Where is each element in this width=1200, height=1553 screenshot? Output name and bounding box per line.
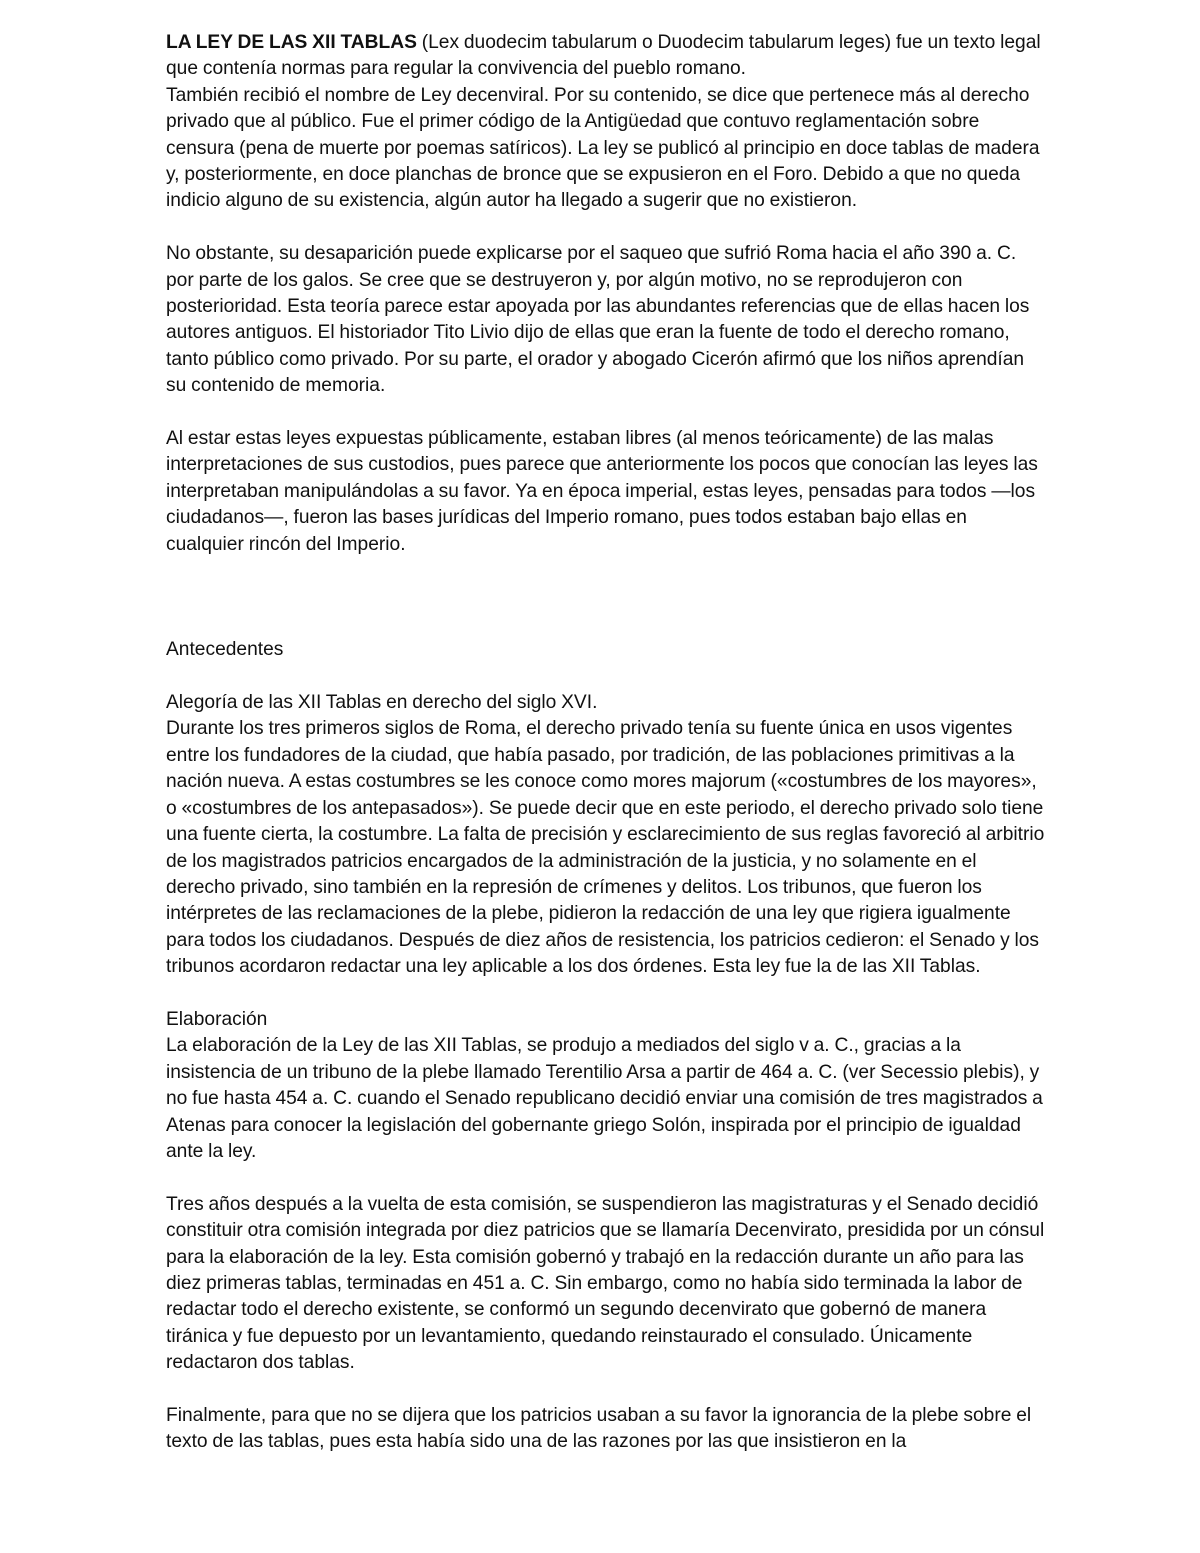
paragraph-spacer xyxy=(166,215,1046,241)
antecedentes-body: Durante los tres primeros siglos de Roma, el derecho privado tenía su fuente única en usos vigentes entre los fundadores de la ciudad, que había pasado, por tradición, de las poblaciones primitivas a la nación nueva. A estas costumbres se les conoce como mores majorum («costumbres de los mayores», o «costumbres de los antepasados»). Se puede decir que en este periodo, el derecho privado solo tiene una fuente cierta, la costumbre. La falta de precisión y esclarecimiento de sus reglas favoreció al arbitrio de los magistrados patricios encargados de la administración de la justicia, y no solamente en el derecho privado, sino también en la represión de crímenes y delitos. Los tribunos, que fueron los intérpretes de las reclamaciones de la plebe, pidieron la redacción de una ley que rigiera igualmente para todos los ciudadanos. Después de diez años de resistencia, los patricios cedieron: el Senado y los tribunos acordaron redactar una ley aplicable a los dos órdenes. Esta ley fue la de las XII Tablas. xyxy=(166,718,1045,978)
intro-lead-text: (Lex duodecim tabularum o Duodecim tabularum leges) fue un texto legal que contenía normas para regular la convivencia del pueblo romano. xyxy=(166,32,1041,80)
section-heading-elaboracion: Elaboración xyxy=(166,1008,268,1030)
section-heading-antecedentes: Antecedentes xyxy=(166,639,284,661)
intro-paragraph-1: También recibió el nombre de Ley decenviral. Por su contenido, se dice que pertenece más al derecho privado que al público. Fue el primer código de la Antigüedad que contuvo reglamentación sobre censura (pena de muerte por poemas satíricos). La ley se publicó al principio en doce tablas de madera y, posteriormente, en doce planchas de bronce que se expusieron en el Foro. Debido a que no queda indicio alguno de su existencia, algún autor ha llegado a sugerir que no existieron. xyxy=(166,84,1040,212)
paragraph-spacer xyxy=(166,664,1046,690)
intro-paragraph xyxy=(166,30,1046,83)
intro-paragraph-3: Al estar estas leyes expuestas públicamente, estaban libres (al menos teóricamente) de las malas interpretaciones de sus custodios, pues parece que anteriormente los pocos que conocían las leyes las interpretaban manipulándolas a su favor. Ya en época imperial, estas leyes, pensadas para todos —los ciudadanos—, fueron las bases jurídicas del Imperio romano, pues todos estaban bajo ellas en cualquier rincón del Imperio. xyxy=(166,428,1038,555)
paragraph-spacer xyxy=(166,400,1046,426)
intro-paragraph-2: No obstante, su desaparición puede explicarse por el saqueo que sufrió Roma hacia el año 390 a. C. por parte de los galos. Se cree que se destruyeron y, por algún motivo, no se reprodujeron con posterioridad. Esta teoría parece estar apoyada por las abundantes referencias que de ellas hacen los autores antiguos. El historiador Tito Livio dijo de ellas que eran la fuente de todo el derecho romano, tanto público como privado. Por su parte, el orador y abogado Cicerón afirmó que los niños aprendían su contenido de memoria. xyxy=(166,243,1030,397)
paragraph-spacer xyxy=(166,981,1046,1007)
paragraph-spacer xyxy=(166,1165,1046,1191)
elaboracion-paragraph-3: Finalmente, para que no se dijera que los patricios usaban a su favor la ignorancia de la plebe sobre el texto de las tablas, pues esta había sido una de las razones por las que insistieron en la xyxy=(166,1405,1032,1453)
document-title: LA LEY DE LAS XII TABLAS xyxy=(166,32,417,53)
document-page xyxy=(166,30,1046,1456)
section-spacer xyxy=(166,558,1046,637)
paragraph-spacer xyxy=(166,1377,1046,1403)
elaboracion-paragraph-1: La elaboración de la Ley de las XII Tablas, se produjo a mediados del siglo v a. C., gracias a la insistencia de un tribuno de la plebe llamado Terentilio Arsa a partir de 464 a. C. (ver Secessio plebis), y no fue hasta 454 a. C. cuando el Senado republicano decidió enviar una comisión de tres magistrados a Atenas para conocer la legislación del gobernante griego Solón, inspirada por el principio de igualdad ante la ley. xyxy=(166,1035,1043,1162)
image-caption: Alegoría de las XII Tablas en derecho del siglo XVI. xyxy=(166,692,598,714)
elaboracion-paragraph-2: Tres años después a la vuelta de esta comisión, se suspendieron las magistraturas y el Senado decidió constituir otra comisión integrada por diez patricios que se llamaría Decenvirato, presidida por un cónsul para la elaboración de la ley. Esta comisión gobernó y trabajó en la redacción durante un año para las diez primeras tablas, terminadas en 451 a. C. Sin embargo, como no había sido terminada la labor de redactar todo el derecho existente, se conformó un segundo decenvirato que gobernó de manera tiránica y fue depuesto por un levantamiento, quedando reinstaurado el consulado. Únicamente redactaron dos tablas. xyxy=(166,1193,1045,1374)
